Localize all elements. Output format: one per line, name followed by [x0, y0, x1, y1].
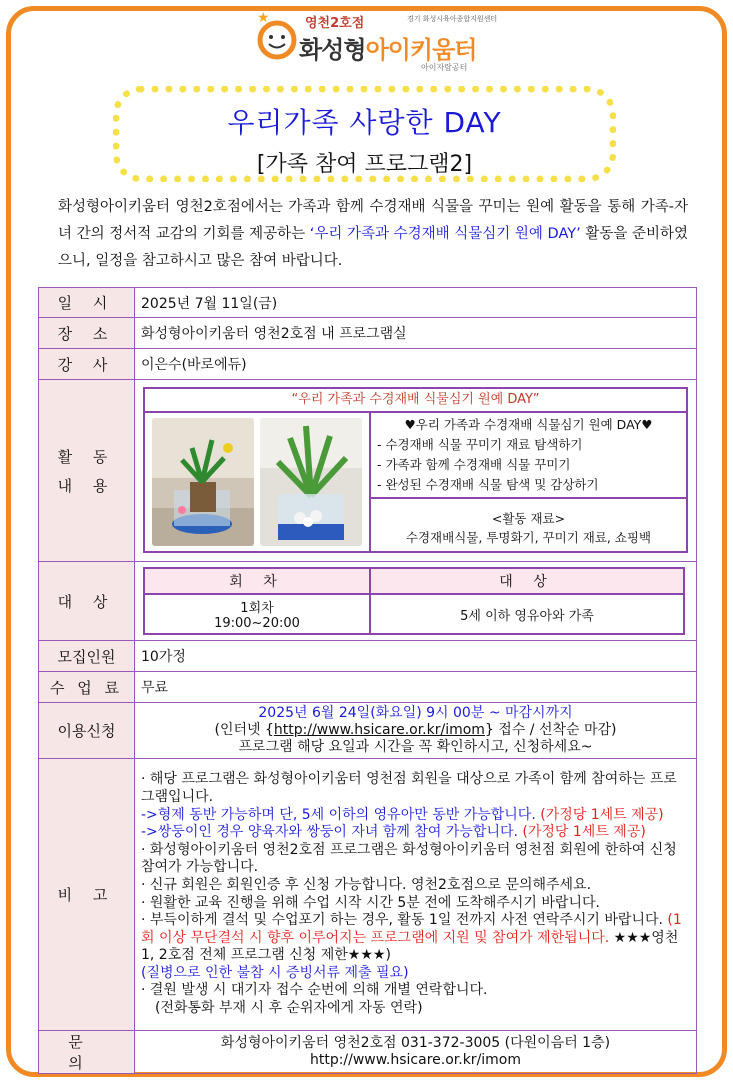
- note-4: · 화성형아이키움터 영천2호점 프로그램은 화성형아이키움터 영천점 회원에 한하여 신청 참여가 가능합니다.: [141, 841, 677, 876]
- label-place: 장 소: [39, 318, 135, 349]
- note-2: [141, 807, 690, 825]
- value-place: 화성형아이키움터 영천2호점 내 프로그램실: [135, 318, 697, 349]
- apply-period: 2025년 6월 24일(화요일) 9시 00분 ~ 마감시까지: [258, 705, 573, 721]
- row-notes: [39, 759, 697, 1031]
- note-7d: (질병으로 인한 불참 시 증빙서류 제출 필요): [141, 964, 409, 981]
- apply-note: 프로그램 해당 요일과 시간을 꼭 확인하시고, 신청하세요~: [238, 739, 593, 755]
- note-2b: (가정당 1세트 제공): [535, 806, 664, 823]
- label-date: 일 시: [39, 288, 135, 318]
- activity-materials: [371, 499, 686, 551]
- contact-url-link[interactable]: http://www.hsicare.or.kr/imom: [309, 1052, 522, 1068]
- logo: [255, 12, 505, 74]
- activity-photos: [145, 413, 371, 551]
- label-activity-1: 활 동: [57, 447, 116, 466]
- page-subtitle: [가족 참여 프로그램2]: [256, 152, 473, 177]
- contact-cell: [135, 1031, 697, 1074]
- contact-info: 화성형아이키움터 영천2호점 031-372-3005 (다원이음터 1층): [220, 1035, 611, 1051]
- label-target: 대 상: [39, 562, 135, 641]
- logo-brand-part2: 아이키움터: [365, 36, 477, 64]
- note-7c: ★★★영천1, 2호점 전체 프로그램 신청 제한★★★): [141, 929, 679, 964]
- value-fee: 무료: [135, 672, 697, 703]
- list-item: - 가족과 함께 수경재배 식물 꾸미기: [377, 456, 571, 472]
- session-time: 19:00~20:00: [214, 616, 300, 631]
- row-teacher: [39, 349, 697, 380]
- label-activity-2: 내 용: [57, 476, 116, 495]
- value-date: 2025년 7월 11일(금): [135, 288, 697, 318]
- activity-list-head: ♥우리 가족과 수경재배 식물심기 원예 DAY♥: [404, 416, 653, 432]
- row-activity: [39, 380, 697, 562]
- note-8: · 결원 발생 시 대기자 접수 순번에 의해 개별 연락합니다.: [141, 982, 488, 999]
- label-teacher: 강 사: [39, 349, 135, 380]
- label-notes: 비 고: [39, 759, 135, 1031]
- intro-paragraph: [58, 194, 688, 275]
- note-5: · 신규 회원은 회원인증 후 신청 가능합니다. 영천2호점으로 문의해주세요.: [141, 876, 592, 893]
- plant-photo-1: [152, 418, 254, 546]
- label-activity: [39, 380, 135, 562]
- note-9: (전화통화 부재 시 후 순위자에게 자동 연락): [155, 1000, 423, 1017]
- audience-cell: 5세 이하 영유아와 가족: [370, 594, 684, 634]
- logo-subtitle: 아이자람공터: [421, 63, 468, 72]
- materials-list: 수경재배식물, 투명화기, 꾸미기 재료, 쇼핑백: [405, 529, 652, 545]
- col-audience-head: 대 상: [370, 568, 684, 594]
- note-6: · 원활한 교육 진행을 위해 수업 시작 시간 5분 전에 도착해주시기 바랍니다.: [141, 894, 600, 911]
- logo-brand: [299, 30, 476, 65]
- logo-org: 경기 화성시육아종합지원센터: [407, 15, 498, 23]
- logo-brand-part1: 화성형: [299, 36, 366, 64]
- target-subtable: [143, 567, 685, 635]
- note-7a: · 부득이하게 결석 및 수업포기 하는 경우, 활동 1일 전까지 사전 연락주시기 바랍니다.: [141, 912, 668, 929]
- label-apply: 이용신청: [39, 703, 135, 759]
- note-3a: ->쌍둥이인 경우 양육자와 쌍둥이 자녀 함께 참여 가능합니다.: [141, 824, 518, 841]
- star-icon: ★: [257, 10, 270, 26]
- note-1: · 해당 프로그램은 화성형아이키움터 영천점 회원을 대상으로 가족이 함께 참여하는 프로그램입니다.: [141, 771, 677, 805]
- note-7: [141, 912, 690, 965]
- value-teacher: 이은수(바로에듀): [135, 349, 697, 380]
- list-item: - 수경재배 식물 꾸미기 재료 탐색하기: [377, 436, 583, 452]
- apply-cell: [135, 703, 697, 759]
- label-fee: 수 업 료: [39, 672, 135, 703]
- row-target: [39, 562, 697, 641]
- apply-method-post: } 접수 / 선착순 마감): [484, 722, 617, 738]
- session-cell: [144, 594, 370, 634]
- row-contact: [39, 1031, 697, 1074]
- intro-highlight: ‘우리 가족과 수경재배 식물심기 원예 DAY’: [309, 226, 581, 242]
- row-fee: [39, 672, 697, 703]
- activity-body: [143, 413, 688, 553]
- activity-right: [371, 413, 686, 551]
- note-2a: ->형제 동반 가능하며 단, 5세 이하의 영유아만 동반 가능합니다.: [141, 806, 536, 823]
- col-session-head: 회 차: [144, 568, 370, 594]
- label-contact: 문 의: [39, 1031, 135, 1074]
- session-label: 1회차: [240, 601, 274, 616]
- row-place: [39, 318, 697, 349]
- activity-list: [371, 413, 686, 499]
- row-date: [39, 288, 697, 318]
- intro-text-2: 활동을 준비하였으니, 일정을 참고하시고 많은 참여 바랍니다.: [58, 226, 688, 269]
- note-3b: (가정당 1세트 제공): [517, 824, 646, 841]
- intro-text-1: 화성형아이키움터 영천2호점에서는 가족과 함께 수경재배 식물을 꾸미는 원예 활동을 통해 가족-자녀 간의 정서적 교감의 기회를 제공하는: [58, 199, 688, 242]
- smiley-face-icon: [255, 16, 299, 60]
- label-capacity: 모집인원: [39, 641, 135, 672]
- materials-head: <활동 재료>: [491, 510, 566, 526]
- title-box: [113, 86, 616, 182]
- activity-cell: [135, 380, 697, 562]
- activity-title: “우리 가족과 수경재배 식물심기 원예 DAY”: [143, 387, 688, 413]
- plant-photo-2: [260, 418, 362, 546]
- apply-method: [135, 722, 696, 739]
- page-title: 우리가족 사랑한 DAY: [227, 106, 502, 139]
- logo-branch: 영천2호점: [305, 16, 365, 31]
- target-cell: [135, 562, 697, 641]
- info-table: [38, 287, 697, 1074]
- notes-cell: [135, 759, 697, 1031]
- apply-method-pre: (인터넷 {: [214, 722, 274, 738]
- value-capacity: 10가정: [135, 641, 697, 672]
- note-3: [141, 824, 690, 842]
- row-capacity: [39, 641, 697, 672]
- note-7b: (1회 이상 무단결석 시 향후 이루어지는 프로그램에 지원 및 참여가 제한됩니다.: [141, 912, 682, 946]
- row-apply: [39, 703, 697, 759]
- list-item: - 완성된 수경재배 식물 탐색 및 감상하기: [377, 476, 599, 492]
- apply-url-link[interactable]: http://www.hsicare.or.kr/imom: [273, 722, 485, 738]
